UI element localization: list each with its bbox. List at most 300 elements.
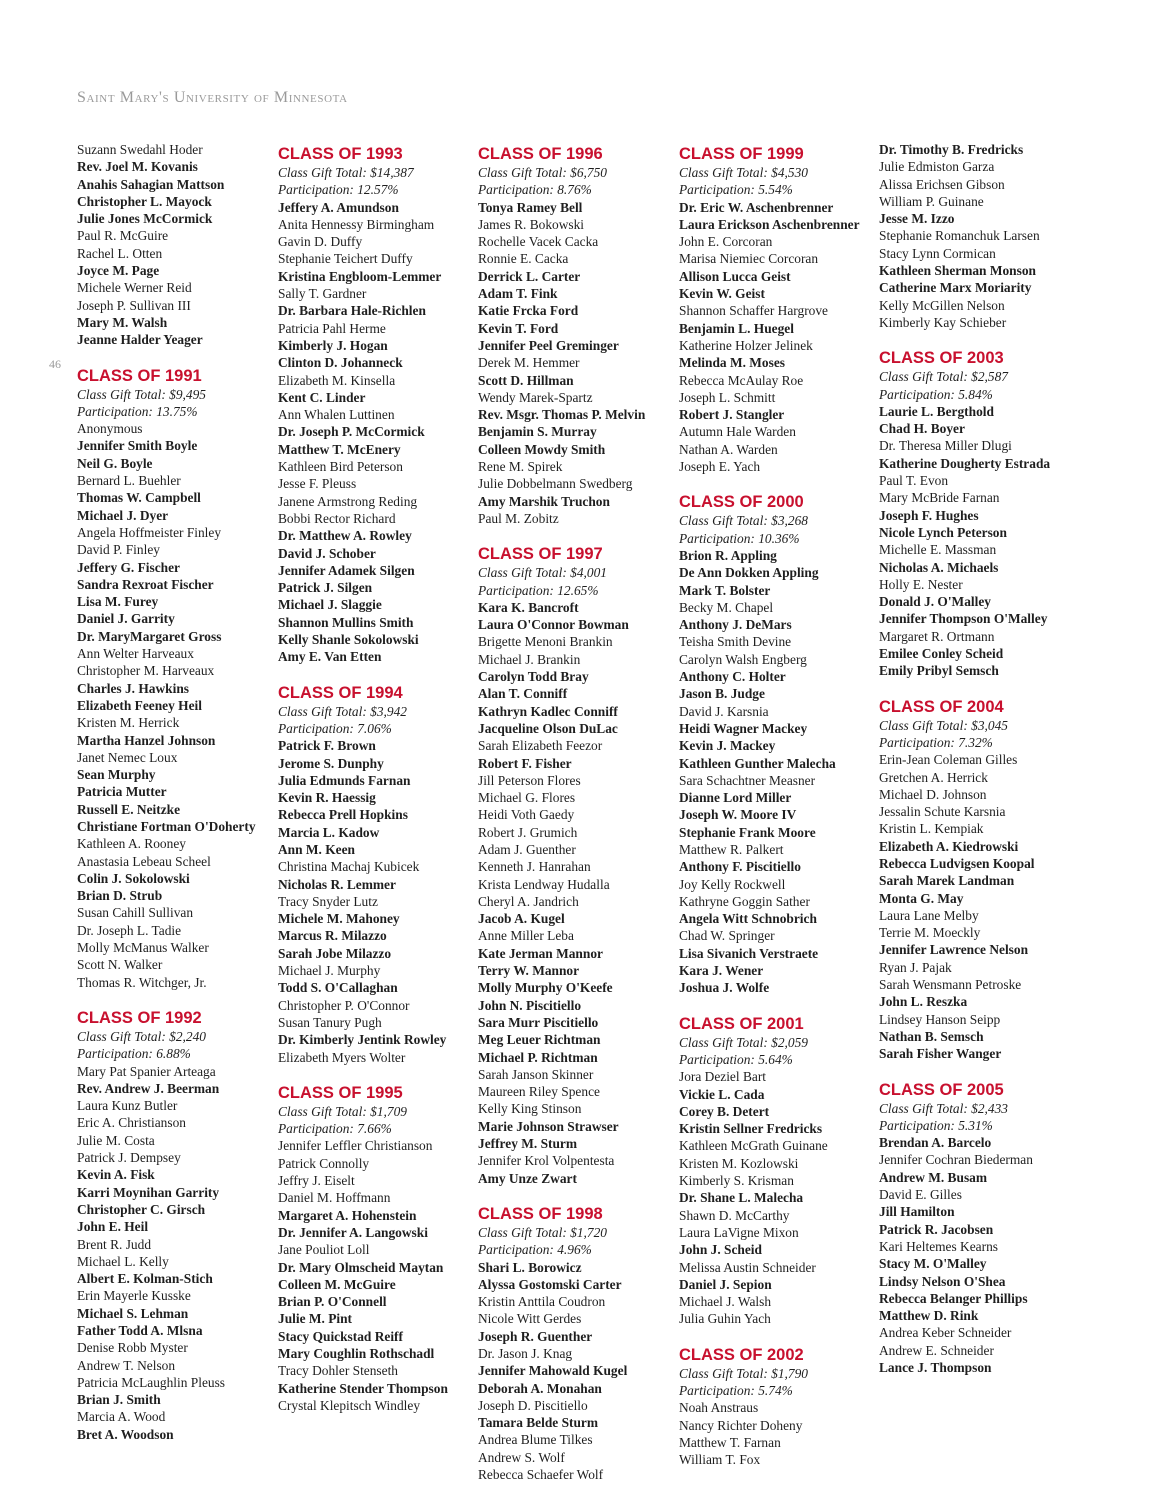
donor-name: Suzann Swedahl Hoder: [77, 142, 203, 157]
donor-name-bold: Matthew T. McEnery: [278, 441, 401, 457]
donor-name-bold: Kevin R. Haessig: [278, 790, 376, 806]
donor-name-bold: Scott D. Hillman: [478, 372, 574, 388]
donor-column-1: [77, 141, 272, 1443]
donor-name: Erin-Jean Coleman Gilles: [879, 752, 1018, 768]
donor-name-bold: Daniel J. Garrity: [77, 611, 175, 627]
donor-name: Michael L. Kelly: [77, 1253, 169, 1269]
donor-name-bold: Derrick L. Carter: [478, 268, 581, 284]
class-heading: CLASS OF 2002: [679, 1345, 804, 1364]
donor-name: Crystal Klepitsch Windley: [278, 1397, 421, 1413]
donor-name-bold: Kevin J. Mackey: [679, 738, 776, 754]
class-stat: Participation: 13.75%: [77, 403, 198, 419]
class-heading: CLASS OF 1993: [278, 145, 403, 163]
donor-name-bold: Karri Moynihan Garrity: [77, 1184, 220, 1200]
donor-name: Janene Armstrong Reding: [278, 493, 418, 509]
donor-name-bold: Colin J. Sokolowski: [77, 870, 190, 886]
donor-name-bold: Kevin W. Geist: [679, 286, 765, 302]
donor-name: Andrew S. Wolf: [478, 1449, 565, 1465]
page-number: 46: [49, 357, 61, 371]
donor-name: Ronnie E. Cacka: [478, 251, 569, 267]
donor-name-bold: Emilee Conley Scheid: [879, 646, 1004, 662]
donor-name-bold: Russell E. Neitzke: [77, 801, 181, 817]
donor-name-bold: Dr. Matthew A. Rowley: [278, 528, 412, 544]
class-heading: CLASS OF 1998: [478, 1204, 603, 1223]
donor-name-bold: Chad H. Boyer: [879, 421, 965, 437]
donor-name: Shannon Schaffer Hargrove: [679, 303, 828, 319]
donor-name-bold: Dr. Jennifer A. Langowski: [278, 1224, 428, 1240]
donor-name-bold: Rebecca Prell Hopkins: [278, 807, 408, 823]
donor-name-bold: Kevin T. Ford: [478, 320, 559, 336]
section-spacer: [478, 1187, 673, 1201]
donor-name: Mary Pat Spanier Arteaga: [77, 1063, 216, 1079]
donor-name-bold: Jeanne Halder Yeager: [77, 332, 203, 348]
donor-name-bold: Kathryn Kadlec Conniff: [478, 703, 618, 719]
donor-name-bold: Christopher C. Girsch: [77, 1201, 206, 1217]
donor-name: Robert J. Grumich: [478, 824, 578, 840]
donor-name-bold: Jeffery G. Fischer: [77, 559, 180, 575]
section-spacer: [77, 991, 272, 1005]
donor-name-bold: Charles J. Hawkins: [77, 680, 189, 696]
donor-name: Kathryne Goggin Sather: [679, 893, 810, 909]
donor-name: Michele Werner Reid: [77, 280, 192, 296]
donor-name: Patrick Connolly: [278, 1155, 370, 1171]
donor-name-bold: Kelly Shanle Sokolowski: [278, 632, 419, 648]
donor-name: Susan Cahill Sullivan: [77, 905, 194, 921]
class-stat: Participation: 4.96%: [478, 1242, 592, 1258]
donor-name: Dr. Joseph L. Tadie: [77, 922, 182, 938]
donor-name-bold: Colleen M. McGuire: [278, 1276, 396, 1292]
donor-name-bold: Corey B. Detert: [679, 1103, 770, 1119]
donor-name: John E. Corcoran: [679, 234, 773, 250]
donor-name: Nancy Richter Doheny: [679, 1417, 803, 1433]
donor-name: Kelly McGillen Nelson: [879, 297, 1005, 313]
donor-name-bold: Marcus R. Milazzo: [278, 928, 387, 944]
donor-name-bold: Jennifer Lawrence Nelson: [879, 942, 1029, 958]
donor-name: Paul T. Evon: [879, 473, 949, 489]
donor-name: Brigette Menoni Brankin: [478, 634, 613, 650]
donor-name: Kristen M. Kozlowski: [679, 1155, 799, 1171]
donor-column-2: [278, 141, 473, 1414]
donor-name-bold: Sandra Rexroat Fischer: [77, 576, 214, 592]
donor-name-bold: Kara K. Bancroft: [478, 599, 579, 615]
donor-name: Lindsey Hanson Seipp: [879, 1011, 1001, 1027]
class-heading: CLASS OF 1999: [679, 145, 804, 163]
donor-name: Kimberly S. Krisman: [679, 1173, 794, 1189]
donor-name-bold: Heidi Wagner Mackey: [679, 720, 808, 736]
donor-name: David E. Gilles: [879, 1187, 962, 1203]
donor-name: Kathleen Bird Peterson: [278, 459, 403, 475]
donor-name-bold: Matthew D. Rink: [879, 1308, 979, 1324]
donor-name-bold: Thomas W. Campbell: [77, 490, 201, 506]
donor-name: Jennifer Cochran Biederman: [879, 1152, 1033, 1168]
donor-name-bold: Jennifer Mahowald Kugel: [478, 1363, 628, 1379]
donor-name: Stephanie Teichert Duffy: [278, 251, 413, 267]
donor-name-bold: Jacob A. Kugel: [478, 911, 565, 927]
donor-name: Anonymous: [77, 421, 143, 437]
donor-name: Sally T. Gardner: [278, 286, 367, 302]
donor-name-bold: Brian D. Strub: [77, 888, 163, 904]
donor-name-bold: Tonya Ramey Bell: [478, 199, 583, 215]
donor-name-bold: Deborah A. Monahan: [478, 1380, 602, 1396]
donor-name-bold: Rebecca Belanger Phillips: [879, 1290, 1028, 1306]
donor-name-bold: Carolyn Todd Bray: [478, 669, 589, 685]
donor-name: Julie Edmiston Garza: [879, 159, 995, 175]
donor-name-bold: Dr. Timothy B. Fredricks: [879, 142, 1024, 157]
donor-name: Jennifer Krol Volpentesta: [478, 1153, 615, 1169]
donor-name-bold: Rev. Joel M. Kovanis: [77, 159, 198, 175]
donor-name-bold: Michael J. Dyer: [77, 507, 169, 523]
donor-column-3: [478, 141, 673, 1483]
donor-name: Marisa Niemiec Corcoran: [679, 251, 819, 267]
donor-name-bold: Katherine Stender Thompson: [278, 1380, 448, 1396]
donor-name-bold: Robert J. Stangler: [679, 407, 785, 423]
class-stat: Participation: 12.65%: [478, 582, 599, 598]
donor-name-bold: Adam T. Fink: [478, 286, 558, 302]
donor-name-bold: Julie M. Pint: [278, 1311, 353, 1327]
section-spacer: [77, 349, 272, 363]
donor-name-bold: Nathan B. Semsch: [879, 1028, 984, 1044]
donor-name-bold: Patrick F. Brown: [278, 738, 376, 754]
donor-name: Kathleen A. Rooney: [77, 836, 186, 852]
donor-name-bold: Neil G. Boyle: [77, 455, 153, 471]
donor-name-bold: Christopher L. Mayock: [77, 193, 212, 209]
class-heading: CLASS OF 1995: [278, 1083, 403, 1102]
donor-name: Sarah Elizabeth Feezor: [478, 738, 603, 754]
donor-name: Paul M. Zobitz: [478, 510, 559, 526]
donor-name-bold: Kristina Engbloom-Lemmer: [278, 268, 442, 284]
donor-name-bold: Elizabeth A. Kiedrowski: [879, 838, 1019, 854]
donor-name: Chad W. Springer: [679, 928, 775, 944]
class-stat: Class Gift Total: $3,045: [879, 717, 1008, 733]
donor-name-bold: Joseph R. Guenther: [478, 1328, 593, 1344]
donor-name: Andrew T. Nelson: [77, 1357, 176, 1373]
donor-name-bold: Kent C. Linder: [278, 389, 366, 405]
donor-name-bold: Albert E. Kolman-Stich: [77, 1271, 213, 1287]
donor-name: Tracy Snyder Lutz: [278, 893, 378, 909]
donor-name-bold: Colleen Mowdy Smith: [478, 441, 606, 457]
class-stat: Participation: 5.74%: [679, 1383, 793, 1398]
donor-name-bold: Kathleen Gunther Malecha: [679, 755, 836, 771]
donor-name-bold: Tamara Belde Sturm: [478, 1415, 599, 1431]
class-stat: Class Gift Total: $2,059: [679, 1034, 808, 1050]
donor-name-bold: Shari L. Borowicz: [478, 1259, 582, 1275]
donor-name: William P. Guinane: [879, 193, 984, 209]
donor-name-bold: Andrew M. Busam: [879, 1169, 988, 1185]
donor-name-bold: Patrick J. Silgen: [278, 580, 373, 596]
donor-name: Kelly King Stinson: [478, 1101, 582, 1117]
donor-name-bold: Brian J. Smith: [77, 1392, 161, 1408]
donor-name-bold: Kristin Sellner Fredricks: [679, 1121, 823, 1137]
class-heading: CLASS OF 1997: [478, 545, 603, 564]
section-spacer: [879, 331, 1074, 345]
donor-name: Christina Machaj Kubicek: [278, 859, 420, 875]
donor-name-bold: Dr. Joseph P. McCormick: [278, 424, 425, 440]
donor-name-bold: Nicholas A. Michaels: [879, 559, 999, 575]
donor-name-bold: Joyce M. Page: [77, 263, 160, 279]
donor-name-bold: Dr. Kimberly Jentink Rowley: [278, 1032, 447, 1048]
donor-name: Jeffry J. Eiselt: [278, 1173, 355, 1189]
donor-name-bold: Todd S. O'Callaghan: [278, 980, 398, 996]
donor-name-bold: Michele M. Mahoney: [278, 911, 400, 927]
donor-name: Terrie M. Moeckly: [879, 925, 981, 941]
donor-name: Michael D. Johnson: [879, 786, 987, 802]
donor-name: Janet Nemec Loux: [77, 749, 178, 765]
donor-name: Susan Tanury Pugh: [278, 1014, 382, 1030]
donor-name-bold: Dr. Barbara Hale-Richlen: [278, 303, 426, 319]
donor-name-bold: Sarah Fisher Wanger: [879, 1046, 1002, 1062]
donor-name-bold: Stacy Quickstad Reiff: [278, 1328, 403, 1344]
donor-name-bold: Dianne Lord Miller: [679, 790, 792, 806]
section-spacer: [879, 680, 1074, 694]
donor-name: William T. Fox: [679, 1452, 761, 1468]
donor-name: Alissa Erichsen Gibson: [879, 176, 1005, 192]
donor-name-bold: Amy Unze Zwart: [478, 1170, 577, 1186]
section-spacer: [278, 1066, 473, 1080]
class-stat: Class Gift Total: $3,268: [679, 513, 808, 529]
donor-name: Julie M. Costa: [77, 1132, 155, 1148]
donor-name: Kristin L. Kempiak: [879, 821, 984, 837]
donor-name: Molly McManus Walker: [77, 940, 209, 956]
class-heading: CLASS OF 2000: [679, 493, 804, 512]
donor-name: Julie Dobbelmann Swedberg: [478, 476, 633, 492]
donor-name-bold: Dr. Shane L. Malecha: [679, 1190, 804, 1206]
donor-name: Rochelle Vacek Cacka: [478, 234, 599, 250]
donor-name-bold: Amy Marshik Truchon: [478, 493, 610, 509]
class-stat: Participation: 5.54%: [679, 182, 793, 198]
donor-name: Anita Hennessy Birmingham: [278, 216, 435, 232]
donor-name: Gavin D. Duffy: [278, 234, 363, 250]
donor-name-bold: Mary Coughlin Rothschadl: [278, 1346, 435, 1361]
donor-name: Katherine Holzer Jelinek: [679, 337, 813, 353]
class-stat: Participation: 6.88%: [77, 1046, 191, 1062]
donor-name: Matthew T. Farnan: [679, 1434, 781, 1450]
class-stat: Participation: 5.31%: [879, 1117, 993, 1133]
donor-name: Stacy Lynn Cormican: [879, 245, 996, 261]
donor-name-bold: Allison Lucca Geist: [679, 268, 791, 284]
class-stat: Class Gift Total: $1,790: [679, 1365, 808, 1381]
donor-name-bold: Laurie L. Bergthold: [879, 403, 994, 419]
class-stat: Class Gift Total: $4,001: [478, 565, 607, 581]
donor-name: Christopher P. O'Connor: [278, 997, 410, 1013]
donor-name: Autumn Hale Warden: [679, 424, 796, 440]
donor-name-bold: Jeffrey M. Sturm: [478, 1136, 578, 1152]
donor-name: Michael J. Murphy: [278, 963, 381, 979]
donor-name: Jill Peterson Flores: [478, 772, 581, 788]
donor-name-bold: Stephanie Frank Moore: [679, 824, 816, 840]
donor-name-bold: Benjamin S. Murray: [478, 424, 597, 440]
donor-name: Jesse F. Pleuss: [278, 476, 357, 492]
class-stat: Class Gift Total: $14,387: [278, 165, 414, 180]
donor-name-bold: Sarah Marek Landman: [879, 873, 1015, 889]
donor-name: Rene M. Spirek: [478, 459, 563, 475]
donor-name-bold: Nicholas R. Lemmer: [278, 876, 396, 892]
donor-name: Derek M. Hemmer: [478, 355, 580, 371]
donor-name-bold: Jerome S. Dunphy: [278, 755, 384, 771]
donor-name-bold: Jennifer Thompson O'Malley: [879, 611, 1048, 627]
donor-name: Laura Lane Melby: [879, 907, 979, 923]
donor-name: Jessalin Schute Karsnia: [879, 804, 1006, 820]
donor-name-bold: Alyssa Gostomski Carter: [478, 1276, 622, 1292]
donor-name-bold: Mark T. Bolster: [679, 582, 771, 598]
donor-name-bold: Anahis Sahagian Mattson: [77, 176, 225, 192]
donor-name-bold: Sarah Jobe Milazzo: [278, 945, 392, 961]
donor-name-bold: Kevin A. Fisk: [77, 1167, 155, 1183]
donor-name: Melissa Austin Schneider: [679, 1259, 816, 1275]
donor-name-bold: Jennifer Adamek Silgen: [278, 562, 415, 578]
donor-name-bold: Jill Hamilton: [879, 1204, 955, 1220]
donor-name-bold: Michael S. Lehman: [77, 1305, 189, 1321]
donor-name-bold: Michael P. Richtman: [478, 1049, 598, 1065]
donor-name: Matthew R. Palkert: [679, 841, 784, 857]
donor-name-bold: Daniel J. Sepion: [679, 1276, 772, 1292]
class-heading: CLASS OF 2004: [879, 697, 1004, 716]
donor-name: Joseph P. Sullivan III: [77, 297, 191, 313]
donor-name: Cheryl A. Jandrich: [478, 893, 579, 909]
donor-name-bold: Anthony C. Holter: [679, 669, 786, 685]
donor-name-bold: Bret A. Woodson: [77, 1426, 174, 1442]
donor-name: Ryan J. Pajak: [879, 959, 952, 975]
class-stat: Class Gift Total: $3,942: [278, 703, 407, 719]
donor-name-bold: Kimberly J. Hogan: [278, 337, 388, 353]
donor-name: Joseph L. Schmitt: [679, 389, 776, 405]
donor-name-bold: Ann M. Keen: [278, 841, 355, 857]
donor-name-bold: Jennifer Peel Greminger: [478, 337, 619, 353]
donor-name-bold: Melinda M. Moses: [679, 355, 785, 371]
donor-name: Scott N. Walker: [77, 957, 163, 973]
donor-name: Rebecca Schaefer Wolf: [478, 1467, 604, 1483]
donor-name: Tracy Dohler Stenseth: [278, 1363, 399, 1379]
donor-name: Dr. Jason J. Knag: [478, 1346, 573, 1361]
donor-name-bold: Lindsy Nelson O'Shea: [879, 1273, 1006, 1289]
class-stat: Participation: 12.57%: [278, 182, 399, 198]
donor-name: Heidi Voth Gaedy: [478, 807, 575, 823]
donor-name-bold: Sean Murphy: [77, 767, 156, 783]
donor-name: Denise Robb Myster: [77, 1340, 188, 1356]
donor-name-bold: Alan T. Conniff: [478, 686, 568, 702]
donor-name-bold: Joseph F. Hughes: [879, 507, 979, 523]
donor-name: Elizabeth Myers Wolter: [278, 1049, 406, 1065]
donor-name-bold: Amy E. Van Etten: [278, 649, 382, 665]
donor-name: Michael J. Brankin: [478, 651, 581, 667]
donor-name: Michelle E. Massman: [879, 542, 997, 558]
donor-name: Kimberly Kay Schieber: [879, 314, 1007, 330]
class-stat: Class Gift Total: $2,433: [879, 1100, 1008, 1116]
donor-name: Christopher M. Harveaux: [77, 663, 215, 679]
donor-name: Wendy Marek-Spartz: [478, 389, 593, 405]
donor-name-bold: Donald J. O'Malley: [879, 594, 991, 610]
donor-name-bold: Father Todd A. Mlsna: [77, 1323, 203, 1338]
class-stat: Participation: 7.66%: [278, 1121, 392, 1137]
donor-name-bold: John N. Piscitiello: [478, 997, 582, 1013]
section-spacer: [679, 1328, 874, 1342]
donor-name: Laura Kunz Butler: [77, 1098, 178, 1114]
donor-name-bold: Stacy M. O'Malley: [879, 1256, 987, 1272]
donor-name: Mary McBride Farnan: [879, 490, 1000, 506]
donor-name: Kristin Anttila Coudron: [478, 1294, 606, 1310]
class-heading: CLASS OF 2001: [679, 1014, 804, 1033]
donor-name-bold: Marcia L. Kadow: [278, 824, 380, 840]
donor-name-bold: Mary M. Walsh: [77, 314, 168, 330]
class-heading: CLASS OF 1994: [278, 683, 403, 702]
donor-name: Patricia McLaughlin Pleuss: [77, 1374, 226, 1390]
donor-name-bold: Jennifer Smith Boyle: [77, 438, 198, 454]
running-head: Saint Mary's University of Minnesota: [77, 89, 348, 106]
donor-name-bold: Lisa M. Furey: [77, 594, 159, 610]
donor-name: Ann Whalen Luttinen: [278, 407, 395, 423]
donor-name: David J. Karsnia: [679, 703, 769, 719]
donor-name-bold: Catherine Marx Moriarity: [879, 280, 1032, 296]
donor-name: Krista Lendway Hudalla: [478, 876, 610, 892]
donor-name: Gretchen A. Herrick: [879, 769, 988, 785]
donor-name: Patrick J. Dempsey: [77, 1150, 181, 1166]
donor-name: Sarah Janson Skinner: [478, 1066, 594, 1082]
donor-name: Michael J. Walsh: [679, 1294, 772, 1310]
donor-name-bold: De Ann Dokken Appling: [679, 565, 819, 581]
donor-name: Andrew E. Schneider: [879, 1342, 994, 1358]
donor-name: Brent R. Judd: [77, 1236, 152, 1252]
donor-name: Maureen Riley Spence: [478, 1084, 600, 1100]
donor-name-bold: Jason B. Judge: [679, 686, 765, 702]
donor-name: Patricia Pahl Herme: [278, 320, 386, 336]
class-stat: Class Gift Total: $2,240: [77, 1028, 206, 1044]
section-spacer: [478, 527, 673, 541]
donor-name-bold: Dr. Eric W. Aschenbrenner: [679, 199, 834, 215]
donor-name-bold: Jacqueline Olson DuLac: [478, 720, 618, 736]
donor-name-bold: Lance J. Thompson: [879, 1360, 992, 1375]
class-heading: CLASS OF 2003: [879, 349, 1004, 368]
section-spacer: [879, 1063, 1074, 1077]
donor-name: Paul R. McGuire: [77, 228, 169, 244]
donor-name-bold: Robert F. Fisher: [478, 755, 572, 771]
donor-name: Kathleen McGrath Guinane: [679, 1138, 828, 1154]
donor-name: Angela Hoffmeister Finley: [77, 524, 222, 540]
class-stat: Class Gift Total: $1,720: [478, 1224, 607, 1240]
donor-name-bold: Patricia Mutter: [77, 784, 167, 800]
donor-name: Carolyn Walsh Engberg: [679, 651, 807, 667]
donor-name-bold: Marie Johnson Strawser: [478, 1118, 619, 1134]
donor-name-bold: John L. Reszka: [879, 994, 968, 1010]
donor-name: Holly E. Nester: [879, 576, 963, 592]
donor-name-bold: Julia Edmunds Farnan: [278, 772, 411, 788]
donor-name: Anastasia Lebeau Scheel: [77, 853, 211, 869]
donor-name-bold: Lisa Sivanich Verstraete: [679, 945, 819, 961]
donor-name-bold: Kara J. Wener: [679, 963, 764, 979]
donor-name-bold: Benjamin L. Huegel: [679, 320, 794, 336]
donor-name-bold: Julie Jones McCormick: [77, 211, 213, 227]
donor-name-bold: Rebecca Ludvigsen Koopal: [879, 855, 1035, 871]
donor-name: Andrea Blume Tilkes: [478, 1432, 593, 1448]
donor-name-bold: John E. Heil: [77, 1219, 149, 1235]
donor-name: James R. Bokowski: [478, 216, 585, 232]
donor-name: Sarah Wensmann Petroske: [879, 977, 1022, 993]
donor-name-bold: Rev. Msgr. Thomas P. Melvin: [478, 407, 646, 423]
donor-name-bold: Kathleen Sherman Monson: [879, 263, 1036, 279]
class-heading: CLASS OF 1996: [478, 145, 603, 163]
donor-name-bold: Patrick R. Jacobsen: [879, 1221, 994, 1237]
donor-name-bold: Katherine Dougherty Estrada: [879, 455, 1051, 471]
donor-name: Dr. Theresa Miller Dlugi: [879, 438, 1012, 454]
donor-name-bold: Angela Witt Schnobrich: [679, 911, 817, 927]
donor-column-5: [879, 141, 1074, 1376]
donor-name: Ann Welter Harveaux: [77, 646, 194, 662]
donor-name: Bobbi Rector Richard: [278, 510, 396, 526]
donor-name: Adam J. Guenther: [478, 841, 576, 857]
donor-name-bold: Kate Jerman Mannor: [478, 945, 603, 961]
section-spacer: [679, 997, 874, 1011]
donor-name-bold: Joshua J. Wolfe: [679, 980, 770, 996]
donor-name-bold: Clinton D. Johanneck: [278, 355, 403, 371]
donor-name-bold: David J. Schober: [278, 545, 376, 561]
